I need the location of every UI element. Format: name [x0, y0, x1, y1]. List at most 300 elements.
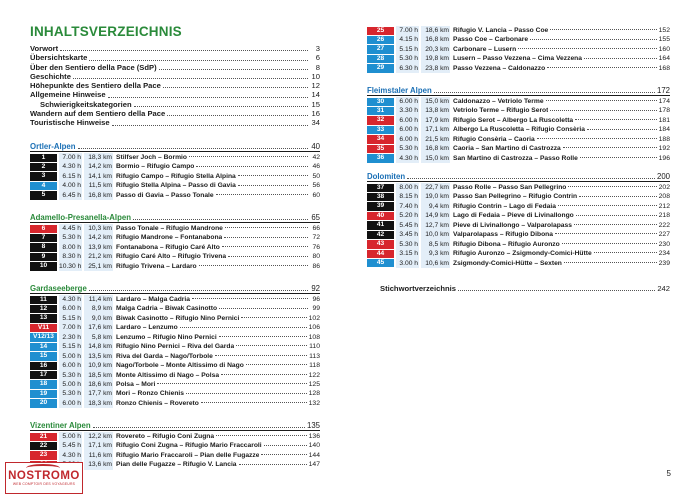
route-distance: 12,7 km [421, 221, 450, 230]
route-page: 147 [308, 461, 320, 469]
route-name: Polsa – Mori [116, 380, 156, 388]
route-row[interactable] [30, 441, 320, 450]
nostromo-logo [5, 462, 83, 494]
route-distance: 18,3 km [84, 399, 113, 408]
route-page: 136 [308, 433, 320, 440]
route-hours: 6.00 h [59, 304, 82, 313]
route-row[interactable] [30, 432, 320, 441]
route-number-badge: 7 [30, 234, 57, 242]
route-row[interactable] [367, 45, 670, 54]
leader-dots [167, 115, 308, 116]
toc-page: 15 [311, 99, 320, 109]
route-page: 144 [308, 451, 320, 459]
leader-dots [580, 157, 657, 158]
route-distance: 17,1 km [421, 125, 450, 134]
toc-page: 10 [311, 71, 320, 81]
leader-dots [238, 175, 308, 176]
route-distance: 18,3 km [84, 153, 113, 162]
route-name: Rifugio Dibona – Rifugio Auronzo [453, 240, 560, 248]
route-distance: 11,4 km [84, 295, 113, 304]
leader-dots [221, 374, 307, 375]
route-number-badge: 9 [30, 253, 57, 261]
route-page: 80 [312, 253, 320, 261]
leader-dots [407, 178, 655, 179]
route-number-badge: 17 [30, 371, 57, 379]
toc-label: Allgemeine Hinweise [30, 90, 106, 100]
leader-dots [458, 290, 655, 291]
route-name: Lago di Fedaia – Pieve di Livinallongo [453, 212, 574, 220]
toc-entry[interactable] [30, 118, 320, 127]
route-row[interactable] [30, 233, 320, 242]
route-hours: 6.45 h [59, 191, 82, 200]
route-page: 42 [312, 154, 320, 161]
route-hours: 6.30 h [396, 64, 419, 73]
route-name: Carbonare – Lusern [453, 45, 517, 53]
route-distance: 25,1 km [84, 262, 113, 271]
route-name: Passo di Gavia – Passo Tonale [116, 191, 214, 199]
route-name: Pian delle Fugazze – Rifugio V. Lancia [116, 461, 237, 469]
route-row[interactable] [30, 262, 320, 271]
route-number-badge: 22 [30, 442, 57, 450]
route-hours: 5.30 h [59, 233, 82, 242]
route-row[interactable] [367, 230, 670, 239]
toc-label: Übersichtskarte [30, 53, 88, 63]
route-distance: 16,8 km [421, 35, 450, 44]
section-page: 92 [311, 284, 320, 293]
leader-dots [555, 233, 657, 234]
route-page: 168 [658, 64, 670, 72]
toc-label: Schwierigkeitskategorien [40, 99, 132, 109]
section-rule [30, 151, 320, 152]
route-page: 128 [308, 390, 320, 398]
route-number-badge: 39 [367, 202, 394, 210]
route-row[interactable] [30, 252, 320, 261]
route-number-badge: 16 [30, 362, 57, 370]
route-distance: 13,6 km [84, 460, 113, 469]
route-row[interactable] [367, 135, 670, 144]
leader-dots [239, 464, 307, 465]
route-name: Rovereto – Rifugio Coni Zugna [116, 433, 215, 440]
route-number-badge: 28 [367, 55, 394, 63]
route-row[interactable] [30, 451, 320, 460]
route-distance: 18,6 km [84, 380, 113, 389]
leader-dots [584, 58, 657, 59]
route-distance: 12,2 km [84, 432, 113, 441]
leader-dots [189, 156, 308, 157]
route-row[interactable] [367, 183, 670, 192]
route-page: 196 [658, 154, 670, 162]
route-name: Lardaro – Malga Cadria [116, 296, 190, 303]
route-distance: 14,8 km [84, 342, 113, 351]
route-page: 140 [308, 442, 320, 450]
route-row[interactable] [367, 125, 670, 134]
stichwort-label: Stichwortverzeichnis [380, 284, 456, 293]
route-distance: 13,8 km [421, 106, 450, 115]
route-row[interactable] [367, 249, 670, 258]
route-row[interactable] [30, 361, 320, 370]
route-distance: 14,9 km [421, 211, 450, 220]
route-number-badge: 34 [367, 135, 394, 143]
route-distance: 17,9 km [421, 116, 450, 125]
section-page: 135 [306, 421, 320, 430]
leader-dots [228, 256, 308, 257]
route-distance: 10,3 km [84, 224, 113, 233]
route-name: Lusern – Passo Vezzena – Cima Vezzena [453, 55, 582, 63]
route-row[interactable] [30, 389, 320, 398]
route-number-badge: 41 [367, 221, 394, 229]
section-page: 65 [311, 213, 320, 222]
route-number-badge: 6 [30, 225, 57, 233]
toc-page: 12 [311, 81, 320, 91]
section-heading[interactable] [367, 170, 670, 181]
route-hours: 5.45 h [59, 441, 82, 450]
route-number-badge: 38 [367, 193, 394, 201]
route-name: Passo San Pellegrino – Rifugio Contrin [453, 193, 578, 201]
intro-toc [30, 44, 320, 128]
route-section [30, 282, 320, 408]
leader-dots [199, 265, 308, 266]
route-row[interactable] [367, 221, 670, 230]
route-name: Zsigmondy-Comici-Hütte – Sexten [453, 259, 562, 267]
leader-dots [192, 298, 308, 299]
route-hours: 6.15 h [59, 172, 82, 181]
section-rule [367, 181, 670, 182]
section-name: Ortler-Alpen [30, 142, 76, 151]
route-distance: 9,4 km [421, 202, 450, 211]
route-number-badge: 18 [30, 380, 57, 388]
stichwort-page: 242 [657, 284, 670, 293]
route-distance: 13,5 km [84, 352, 113, 361]
route-name: Bormio – Rifugio Campo [116, 163, 195, 171]
route-distance: 8,9 km [84, 304, 113, 313]
route-row[interactable] [367, 106, 670, 115]
route-row[interactable] [30, 352, 320, 361]
route-distance: 8,5 km [421, 240, 450, 249]
route-number-badge: 23 [30, 451, 57, 459]
route-row[interactable] [30, 323, 320, 332]
route-row[interactable] [367, 154, 670, 163]
route-row[interactable] [367, 202, 670, 211]
route-distance: 10,0 km [421, 230, 450, 239]
route-page: 218 [658, 212, 670, 220]
route-row[interactable] [367, 64, 670, 73]
stichwort-entry[interactable] [380, 283, 670, 293]
route-number-badge: 14 [30, 343, 57, 351]
route-section [367, 26, 670, 73]
route-row[interactable] [30, 295, 320, 304]
leader-dots [224, 237, 308, 238]
leader-dots [564, 262, 657, 263]
route-page: 60 [312, 191, 320, 199]
route-name: Biwak Casinotto – Rifugio Nino Pernici [116, 314, 240, 322]
route-name: Rifugio Consèria – Caoria [453, 135, 535, 143]
route-row[interactable] [30, 333, 320, 342]
section-heading[interactable] [30, 282, 320, 293]
leader-dots [261, 454, 306, 455]
route-name: Nago/Torbole – Monte Altissimo di Nago [116, 362, 244, 370]
route-distance: 21,2 km [84, 252, 113, 261]
leader-dots [246, 364, 307, 365]
route-name: Rifugio Auronzo – Zsigmondy-Comici-Hütte [453, 250, 592, 258]
route-number-badge: 13 [30, 314, 57, 322]
toc-entry[interactable] [30, 72, 320, 81]
leader-dots [241, 317, 306, 318]
route-row[interactable] [367, 192, 670, 201]
section-heading[interactable] [367, 84, 670, 95]
route-hours: 5.30 h [396, 144, 419, 153]
route-number-badge: 32 [367, 116, 394, 124]
route-section [367, 170, 670, 268]
logo-tagline: WEB COMPTOIR DES VOYAGEURS [12, 482, 76, 486]
route-page: 222 [658, 221, 670, 229]
leader-dots [576, 215, 657, 216]
route-number-badge: 45 [367, 259, 394, 267]
route-hours: 5.15 h [396, 45, 419, 54]
leader-dots [89, 60, 308, 61]
leader-dots [550, 29, 656, 30]
toc-label: Geschichte [30, 71, 71, 81]
route-page: 102 [308, 314, 320, 322]
route-row[interactable] [367, 116, 670, 125]
route-hours: 5.15 h [59, 342, 82, 351]
route-page: 125 [308, 380, 320, 388]
route-row[interactable] [30, 399, 320, 408]
route-hours: 6.00 h [396, 116, 419, 125]
toc-page: 34 [311, 118, 320, 128]
route-page: 155 [658, 36, 670, 44]
route-hours: 8.30 h [59, 252, 82, 261]
route-hours: 4.30 h [59, 162, 82, 171]
route-page: 188 [658, 135, 670, 143]
route-row[interactable] [30, 314, 320, 323]
route-row[interactable] [367, 97, 670, 106]
leader-dots [219, 308, 308, 309]
route-number-badge: 15 [30, 352, 57, 360]
toc-entry[interactable] [30, 90, 320, 99]
toc-label: Wandern auf dem Sentiero della Pace [30, 109, 166, 119]
route-row[interactable] [367, 211, 670, 220]
route-distance: 15,0 km [421, 154, 450, 163]
section-heading[interactable] [30, 419, 320, 430]
route-page: 184 [658, 126, 670, 134]
route-page: 86 [312, 262, 320, 270]
route-name: Rifugio Serot – Albergo La Ruscoletta [453, 116, 574, 124]
route-page: 106 [308, 324, 320, 332]
route-hours: 8.00 h [59, 243, 82, 252]
route-number-badge: 11 [30, 296, 57, 304]
route-row[interactable] [30, 380, 320, 389]
section-name: Adamello-Presanella-Alpen [30, 213, 131, 222]
section-rule [30, 293, 320, 294]
route-number-badge: 31 [367, 107, 394, 115]
route-distance: 18,6 km [421, 26, 450, 35]
leader-dots [78, 148, 309, 149]
route-name: Rifugio Trivena – Lardaro [116, 262, 197, 270]
section-heading[interactable] [30, 211, 320, 222]
section-name: Dolomiten [367, 172, 406, 181]
toc-entry[interactable] [30, 53, 320, 62]
route-hours: 7.00 h [396, 26, 419, 35]
leader-dots [196, 166, 308, 167]
leader-dots [186, 393, 307, 394]
route-row[interactable] [30, 191, 320, 200]
route-hours: 10.30 h [59, 262, 82, 270]
route-name: Rifugio Mario Fraccaroli – Pian delle Fugazze [116, 451, 260, 459]
route-name: Riva del Garda – Nago/Torbole [116, 352, 213, 360]
route-row[interactable] [367, 54, 670, 63]
route-name: Rifugio Caré Alto – Rifugio Trivena [116, 253, 227, 261]
route-number-badge: 5 [30, 191, 57, 199]
logo-brand: NOSTROMO [8, 470, 80, 482]
route-name: San Martino di Castrozza – Passo Rolle [453, 154, 578, 162]
route-row[interactable] [30, 224, 320, 233]
leader-dots [133, 219, 308, 220]
logo-arc-icon [26, 464, 60, 472]
route-row[interactable] [30, 172, 320, 181]
route-page: 96 [312, 296, 320, 303]
route-page: 230 [658, 240, 670, 248]
leader-dots [537, 138, 657, 139]
route-hours: 7.00 h [59, 323, 82, 332]
route-name: Stilfser Joch – Bormio [116, 154, 187, 161]
route-distance: 17,7 km [84, 389, 113, 398]
route-row[interactable] [30, 162, 320, 171]
toc-entry[interactable] [30, 109, 320, 118]
route-distance: 10,6 km [421, 259, 450, 268]
route-page: 113 [309, 352, 320, 360]
route-name: Valparolapass – Rifugio Dibona [453, 231, 553, 239]
route-page: 227 [658, 231, 670, 239]
section-heading[interactable] [30, 140, 320, 151]
route-name: Rifugio Stella Alpina – Passo di Gavia [116, 182, 236, 190]
route-number-badge: 35 [367, 145, 394, 153]
toc-page: 14 [311, 90, 320, 100]
toc-page: 3 [315, 44, 320, 53]
leader-dots [236, 345, 307, 346]
route-section [30, 211, 320, 271]
route-hours: 4.30 h [59, 295, 82, 304]
route-number-badge: 27 [367, 45, 394, 53]
section-rule [367, 95, 670, 96]
leader-dots [562, 243, 657, 244]
toc-entry[interactable] [30, 44, 320, 53]
route-row[interactable] [30, 342, 320, 351]
section-name: Vizentiner Alpen [30, 421, 91, 430]
route-hours: 6.00 h [396, 125, 419, 134]
route-hours: 6.00 h [59, 361, 82, 370]
toc-label: Vorwort [30, 44, 59, 53]
route-row[interactable] [30, 181, 320, 190]
route-number-badge: V11 [30, 324, 57, 332]
route-page: 208 [658, 193, 670, 201]
route-row[interactable] [367, 35, 670, 44]
leader-dots [568, 186, 656, 187]
leader-dots [563, 147, 657, 148]
route-name: Albergo La Ruscoletta – Rifugio Consèria [453, 126, 585, 134]
route-number-badge: 19 [30, 390, 57, 398]
route-distance: 14,2 km [84, 162, 113, 171]
route-page: 99 [312, 305, 320, 313]
route-hours: 6.00 h [396, 97, 419, 106]
section-rule [30, 222, 320, 223]
route-number-badge: 20 [30, 399, 57, 407]
route-row[interactable] [367, 144, 670, 153]
route-page: 152 [658, 27, 670, 34]
route-number-badge: 30 [367, 98, 394, 106]
toc-page: 6 [315, 53, 320, 63]
route-name: Rifugio Nino Pernici – Riva del Garda [116, 343, 235, 351]
toc-label: Über den Sentiero della Pace (SdP) [30, 62, 157, 72]
route-row[interactable] [30, 371, 320, 380]
leader-dots [550, 110, 656, 111]
route-hours: 5.20 h [396, 211, 419, 220]
route-name: Lenzumo – Rifugio Nino Pernici [116, 333, 217, 341]
route-hours: 3.45 h [396, 230, 419, 239]
route-hours: 5.30 h [396, 240, 419, 249]
route-row[interactable] [30, 243, 320, 252]
route-hours: 5.00 h [59, 352, 82, 361]
route-name: Passo Rolle – Passo San Pellegrino [453, 184, 567, 191]
route-name: Rifugio Mandrone – Fontanabona [116, 234, 223, 242]
route-name: Rifugio Campo – Rifugio Stella Alpina [116, 172, 236, 180]
route-distance: 14,1 km [84, 172, 113, 181]
route-row[interactable] [367, 259, 670, 268]
route-number-badge: 44 [367, 250, 394, 258]
route-page: 50 [312, 172, 320, 180]
route-section [30, 140, 320, 200]
route-hours: 7.40 h [396, 202, 419, 211]
route-page: 118 [309, 362, 320, 370]
leader-dots [587, 129, 657, 130]
leader-dots [222, 246, 308, 247]
route-name: Caoria – San Martino di Castrozza [453, 145, 561, 153]
route-row[interactable] [367, 26, 670, 35]
route-hours: 5.00 h [59, 380, 82, 389]
route-number-badge: 26 [367, 36, 394, 44]
route-number-badge: 33 [367, 126, 394, 134]
route-distance: 11,6 km [84, 451, 113, 460]
section-name: Fleimstaler Alpen [367, 86, 432, 95]
route-page: 181 [658, 116, 670, 124]
route-name: Passo Tonale – Rifugio Mandrone [116, 225, 223, 232]
route-row[interactable] [30, 304, 320, 313]
route-row[interactable] [30, 153, 320, 162]
leader-dots [73, 78, 308, 79]
route-number-badge: 4 [30, 182, 57, 190]
route-hours: 5.15 h [59, 314, 82, 323]
route-distance: 17,1 km [84, 441, 113, 450]
toc-entry[interactable] [30, 63, 320, 72]
leader-dots [159, 69, 308, 70]
route-distance: 21,5 km [421, 135, 450, 144]
route-number-badge: 37 [367, 184, 394, 192]
toc-entry[interactable] [30, 100, 320, 109]
leader-dots [108, 97, 308, 98]
leader-dots [163, 87, 308, 88]
section-name: Gardaseeberge [30, 284, 87, 293]
toc-entry[interactable] [30, 81, 320, 90]
leader-dots [546, 100, 657, 101]
route-name: Malga Cadria – Biwak Casinotto [116, 305, 218, 313]
route-page: 160 [658, 45, 670, 53]
route-page: 76 [312, 243, 320, 251]
route-distance: 23,8 km [421, 64, 450, 73]
route-row[interactable] [367, 240, 670, 249]
route-page: 46 [312, 163, 320, 171]
route-hours: 4.30 h [59, 451, 82, 460]
leader-dots [434, 92, 655, 93]
route-page: 122 [308, 371, 320, 379]
